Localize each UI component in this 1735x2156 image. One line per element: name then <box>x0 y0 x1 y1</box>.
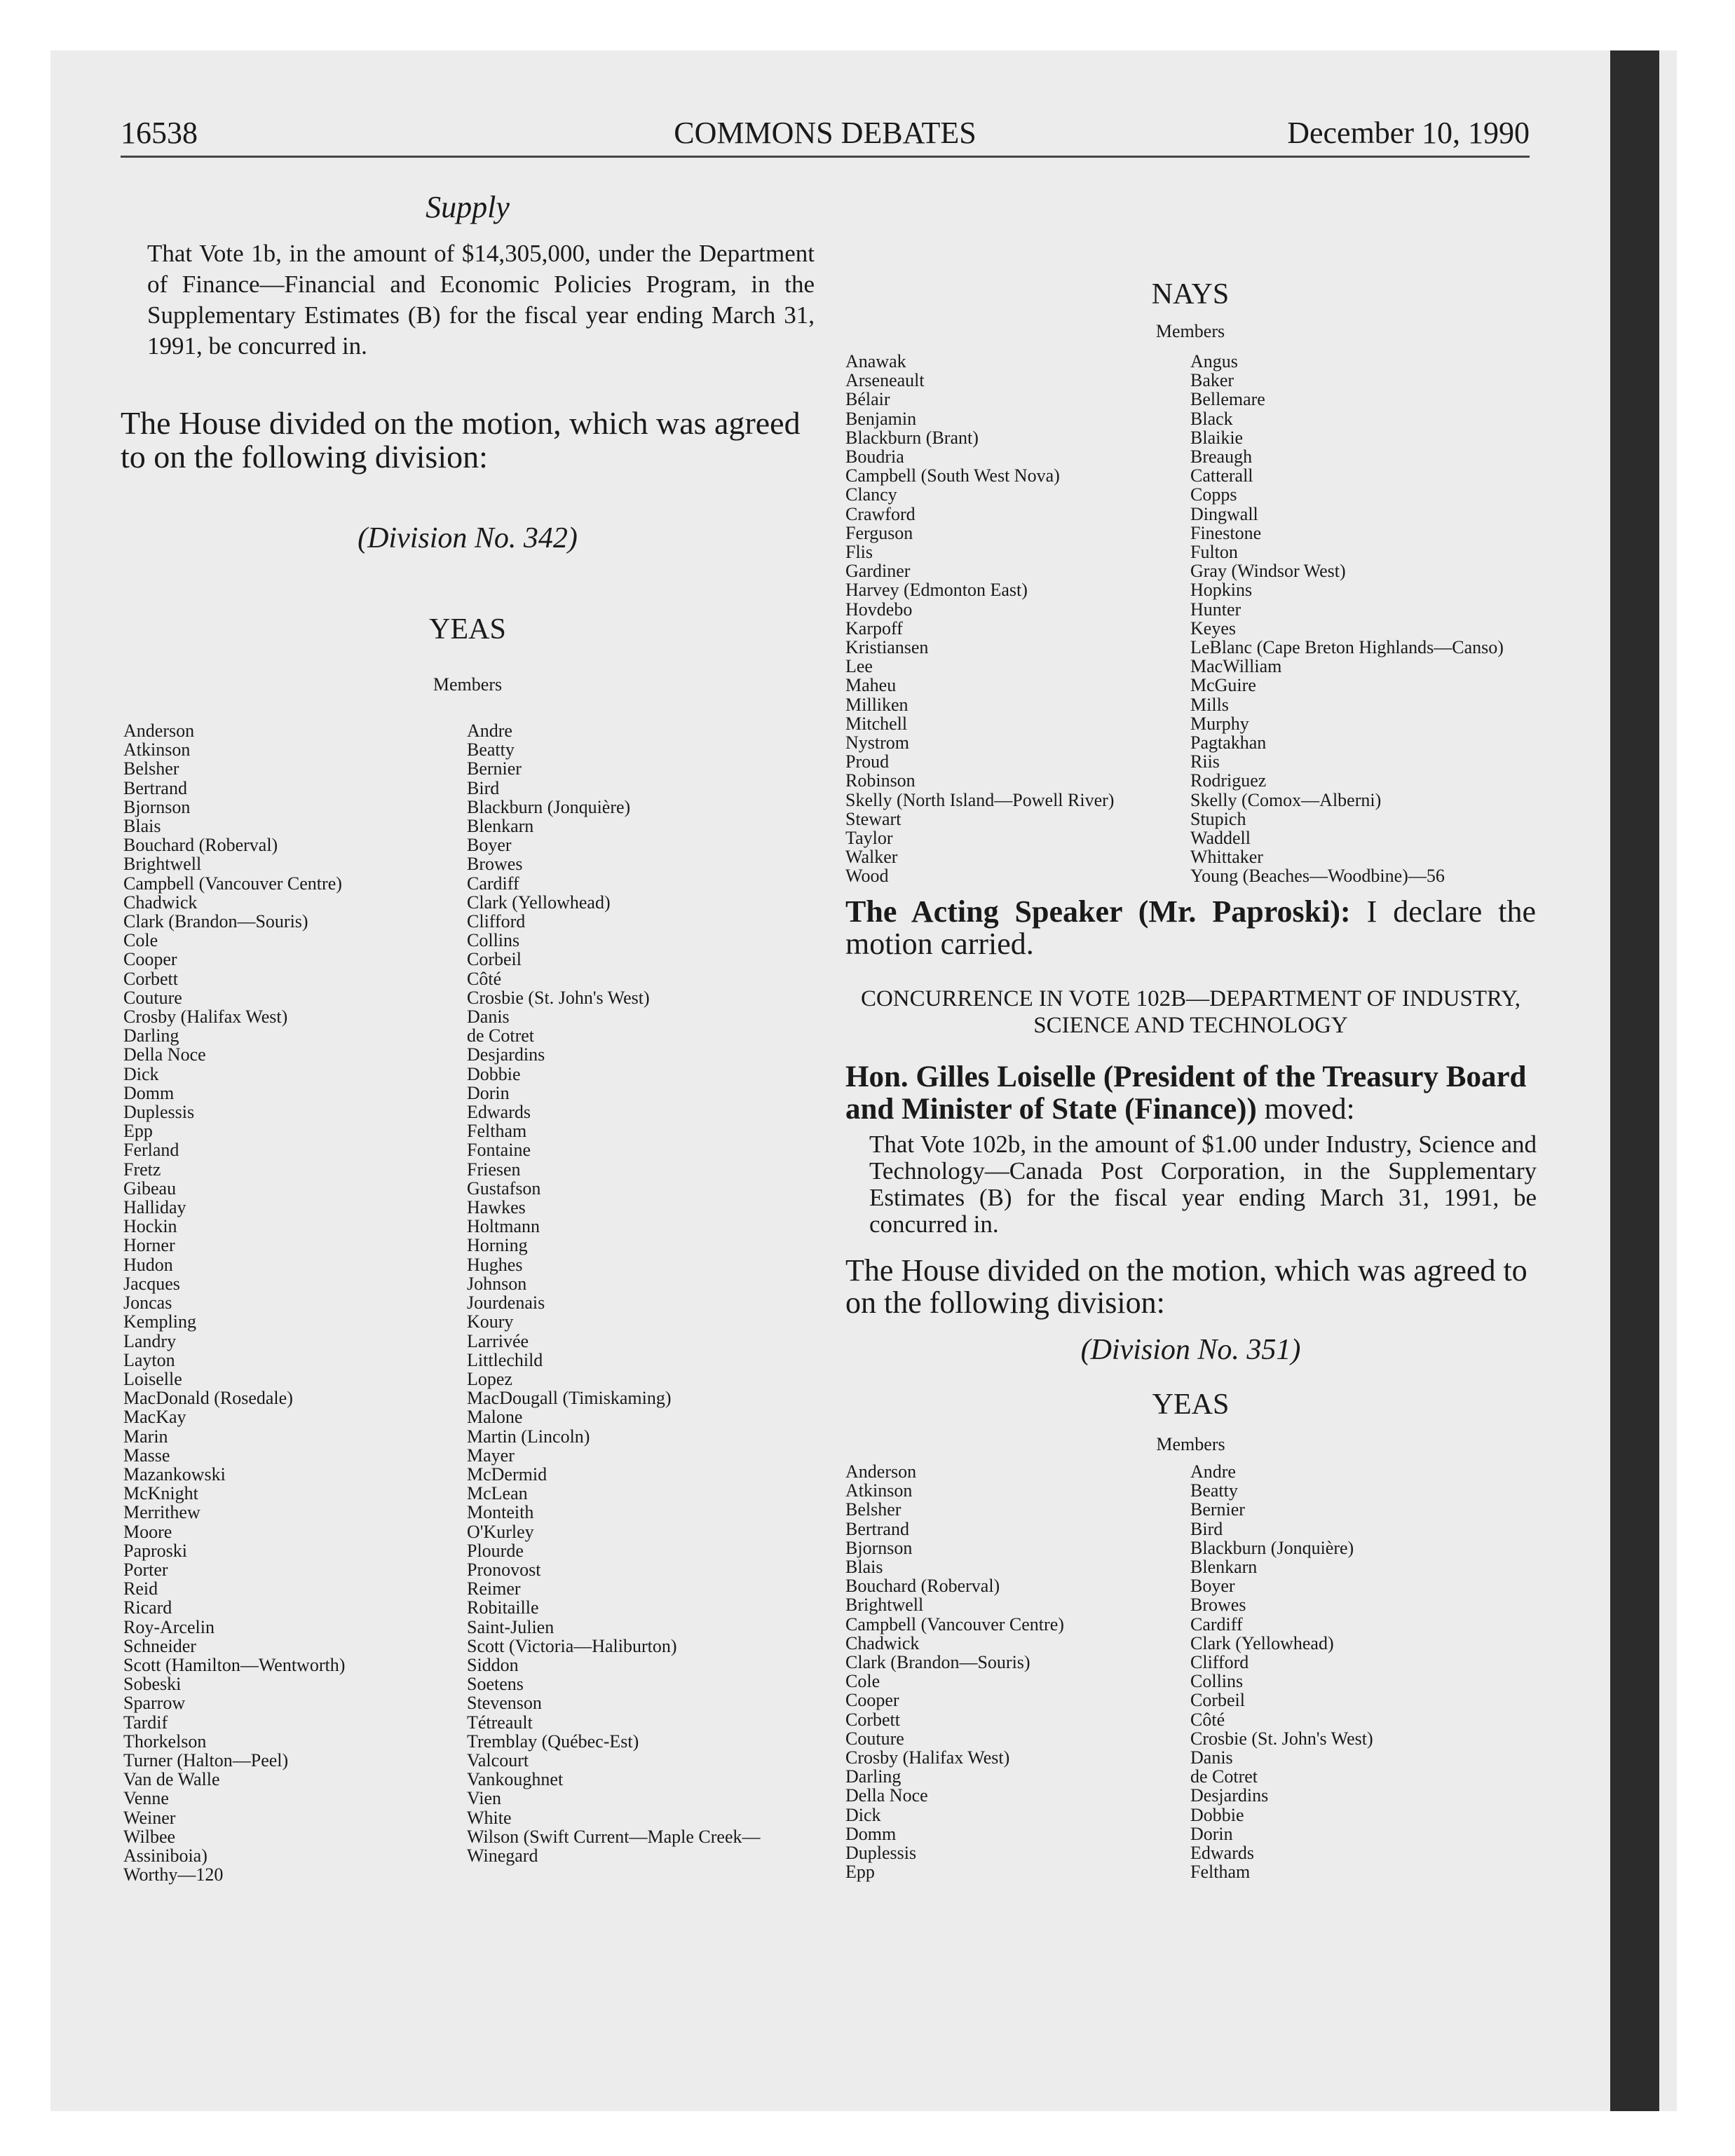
member-name: McGuire <box>1190 675 1256 696</box>
member-name: Thorkelson <box>123 1731 207 1752</box>
member-name: MacDougall (Timiskaming) <box>467 1388 672 1409</box>
member-name: Epp <box>123 1121 153 1142</box>
member-name: Fulton <box>1190 542 1238 563</box>
member-name: Epp <box>845 1862 875 1883</box>
member-name: Feltham <box>467 1121 527 1142</box>
member-name: Collins <box>467 930 520 951</box>
member-name: Venne <box>123 1788 169 1809</box>
division-statement: The House divided on the motion, which was agreed to on the following division: <box>845 1253 1528 1320</box>
member-name: Jacques <box>123 1273 180 1294</box>
member-name: Tétreault <box>467 1712 533 1733</box>
member-name: Stevenson <box>467 1693 542 1714</box>
member-name: Andre <box>1190 1461 1236 1482</box>
member-name: Horner <box>123 1235 175 1256</box>
member-name: Hockin <box>123 1216 177 1237</box>
member-name: Beatty <box>1190 1480 1238 1501</box>
member-name: Waddell <box>1190 828 1251 849</box>
member-name: Valcourt <box>467 1749 529 1770</box>
member-name: Corbett <box>845 1709 900 1730</box>
member-name: Bernier <box>467 758 522 779</box>
member-name: Gray (Windsor West) <box>1190 561 1346 582</box>
member-name: Wood <box>845 866 889 887</box>
speaker-statement <box>845 896 1536 960</box>
member-name: MacDonald (Rosedale) <box>123 1388 293 1409</box>
member-name: Andre <box>467 721 512 741</box>
concurrence-heading: CONCURRENCE IN VOTE 102B—DEPARTMENT OF INDUSTRY, SCIENCE AND TECHNOLOGY <box>860 986 1521 1038</box>
member-name: Corbeil <box>467 949 522 970</box>
member-name: Della Noce <box>123 1044 206 1065</box>
member-name: Reid <box>123 1578 158 1599</box>
member-name: Assiniboia) <box>123 1845 207 1866</box>
member-name: Copps <box>1190 484 1237 505</box>
member-name: Dick <box>123 1063 159 1084</box>
minister-action: moved: <box>1256 1093 1355 1126</box>
member-name: Worthy—120 <box>123 1864 224 1885</box>
member-name: Hudon <box>123 1254 173 1275</box>
member-name: Bouchard (Roberval) <box>123 835 278 856</box>
member-name: Dobbie <box>467 1063 521 1084</box>
member-name: Koury <box>467 1311 514 1332</box>
member-name: Joncas <box>123 1292 172 1314</box>
member-name: Campbell (Vancouver Centre) <box>123 873 342 894</box>
member-name: Crosby (Halifax West) <box>845 1747 1010 1768</box>
header-rule <box>121 156 1530 158</box>
member-name: Tremblay (Québec-Est) <box>467 1731 639 1752</box>
member-name: Chadwick <box>845 1632 920 1653</box>
member-name: Campbell (South West Nova) <box>845 465 1060 486</box>
member-name: Danis <box>467 1007 510 1028</box>
member-name: Arseneault <box>845 370 925 391</box>
member-name: Hunter <box>1190 599 1241 620</box>
member-name: Boyer <box>467 835 512 856</box>
member-name: Vien <box>467 1788 501 1809</box>
member-name: Beatty <box>467 739 515 760</box>
member-name: Chadwick <box>123 892 198 913</box>
division-label: (Division No. 342) <box>358 522 578 554</box>
member-name: Blackburn (Brant) <box>845 427 979 448</box>
member-name: Desjardins <box>1190 1785 1269 1806</box>
speaker-name: The Acting Speaker (Mr. Paproski): <box>845 894 1351 929</box>
member-name: Corbett <box>123 968 178 989</box>
member-name: Walker <box>845 847 898 868</box>
member-name: McDermid <box>467 1464 547 1485</box>
page-header <box>121 112 1530 154</box>
section-title: Supply <box>426 190 510 224</box>
yeas-list-col2 <box>1190 1462 1534 1881</box>
member-name: Bernier <box>1190 1499 1245 1520</box>
member-name: Kristiansen <box>845 637 929 658</box>
member-name: Black <box>1190 408 1233 429</box>
member-name: Clark (Yellowhead) <box>467 892 611 913</box>
nays-heading: NAYS <box>1151 278 1230 311</box>
member-name: Blais <box>845 1557 883 1578</box>
member-name: Skelly (North Island—Powell River) <box>845 789 1115 810</box>
member-name: Dorin <box>1190 1823 1233 1844</box>
member-name: Atkinson <box>845 1480 913 1501</box>
member-name: Jourdenais <box>467 1292 545 1314</box>
yeas-heading: YEAS <box>1152 1389 1230 1421</box>
member-name: Nystrom <box>845 732 909 753</box>
member-name: Scott (Victoria—Haliburton) <box>467 1635 677 1656</box>
member-name: Landry <box>123 1330 177 1351</box>
member-name: Browes <box>1190 1595 1246 1616</box>
member-name: Lee <box>845 656 873 677</box>
member-name: Blaikie <box>1190 427 1244 448</box>
member-name: Dingwall <box>1190 503 1258 524</box>
member-name: Anderson <box>845 1461 917 1482</box>
minister-motion <box>845 1061 1536 1126</box>
member-name: Bertrand <box>845 1518 909 1539</box>
member-name: Johnson <box>467 1273 527 1294</box>
member-name: Hawkes <box>467 1197 526 1218</box>
member-name: Belsher <box>123 758 179 779</box>
minister-name: Hon. Gilles Loiselle (President of the Treasury Board and Minister of State (Finance)) <box>845 1060 1527 1126</box>
publication-title: COMMONS DEBATES <box>674 116 977 150</box>
member-name: Couture <box>123 987 182 1008</box>
member-name: Vankoughnet <box>467 1769 564 1790</box>
member-name: Finestone <box>1190 522 1262 543</box>
member-name: Mitchell <box>845 713 908 734</box>
member-name: Skelly (Comox—Alberni) <box>1190 789 1382 810</box>
member-name: Cooper <box>845 1690 899 1711</box>
member-name: Edwards <box>467 1102 531 1123</box>
member-name: Blenkarn <box>467 816 534 837</box>
member-name: Darling <box>845 1766 901 1787</box>
member-name: Anawak <box>845 351 906 371</box>
member-name: Ferguson <box>845 522 913 543</box>
member-name: Bird <box>1190 1518 1223 1539</box>
member-name: Lopez <box>467 1368 512 1389</box>
member-name: Horning <box>467 1235 528 1256</box>
member-name: Angus <box>1190 351 1238 371</box>
speaker-text: I declare the motion carried. <box>845 894 1536 961</box>
member-name: Sobeski <box>123 1674 182 1695</box>
yeas-list-col1 <box>123 721 460 1884</box>
member-name: Blackburn (Jonquière) <box>1190 1537 1354 1558</box>
member-name: Feltham <box>1190 1862 1251 1883</box>
member-name: Crosbie (St. John's West) <box>1190 1728 1373 1749</box>
member-name: Mills <box>1190 694 1229 715</box>
member-name: Wilbee <box>123 1826 176 1847</box>
member-name: Layton <box>123 1349 175 1370</box>
member-name: Clancy <box>845 484 897 505</box>
member-name: Bélair <box>845 389 890 410</box>
member-name: Bjornson <box>845 1537 913 1558</box>
member-name: Whittaker <box>1190 847 1263 868</box>
member-name: Crosby (Halifax West) <box>123 1007 288 1028</box>
member-name: Blais <box>123 816 161 837</box>
member-name: Keyes <box>1190 618 1236 639</box>
member-name: Della Noce <box>845 1785 928 1806</box>
page-binding-edge <box>1610 50 1659 2111</box>
member-name: Brightwell <box>845 1595 924 1616</box>
member-name: Clark (Brandon—Souris) <box>845 1652 1030 1673</box>
member-name: Baker <box>1190 370 1234 391</box>
member-name: Scott (Hamilton—Wentworth) <box>123 1654 346 1675</box>
member-name: Cole <box>123 930 158 951</box>
member-name: Plourde <box>467 1540 524 1561</box>
member-name: Roy-Arcelin <box>123 1616 215 1637</box>
member-name: Gardiner <box>845 561 911 582</box>
member-name: Rodriguez <box>1190 770 1267 791</box>
member-name: Blackburn (Jonquière) <box>467 796 631 817</box>
member-name: Karpoff <box>845 618 903 639</box>
member-name: Van de Walle <box>123 1769 220 1790</box>
member-name: Kempling <box>123 1311 196 1332</box>
member-name: Winegard <box>467 1845 538 1866</box>
member-name: Siddon <box>467 1654 519 1675</box>
member-name: Duplessis <box>845 1843 917 1864</box>
member-name: White <box>467 1807 512 1828</box>
member-name: Bjornson <box>123 796 191 817</box>
member-name: Masse <box>123 1445 170 1466</box>
member-name: Couture <box>845 1728 904 1749</box>
member-name: Reimer <box>467 1578 521 1599</box>
member-name: Proud <box>845 751 890 772</box>
division-statement: The House divided on the motion, which was agreed to on the following division: <box>121 405 801 475</box>
member-name: Cole <box>845 1671 880 1692</box>
member-name: de Cotret <box>1190 1766 1258 1787</box>
member-name: Malone <box>467 1407 523 1428</box>
member-name: Porter <box>123 1559 168 1580</box>
member-name: Corbeil <box>1190 1690 1245 1711</box>
member-name: Bird <box>467 777 500 798</box>
member-name: Blenkarn <box>1190 1557 1258 1578</box>
member-name: Merrithew <box>123 1502 200 1523</box>
member-name: Atkinson <box>123 739 191 760</box>
member-name: Holtmann <box>467 1216 540 1237</box>
member-name: Paproski <box>123 1540 187 1561</box>
member-name: Saint-Julien <box>467 1616 554 1637</box>
member-name: Robinson <box>845 770 916 791</box>
member-name: Larrivée <box>467 1330 529 1351</box>
member-name: Crawford <box>845 503 916 524</box>
member-name: McLean <box>467 1483 528 1504</box>
member-name: MacKay <box>123 1407 186 1428</box>
members-label: Members <box>433 674 503 695</box>
member-name: Friesen <box>467 1159 521 1180</box>
member-name: Boyer <box>1190 1576 1235 1597</box>
member-name: Clark (Yellowhead) <box>1190 1632 1334 1653</box>
member-name: Wilson (Swift Current—Maple Creek— <box>467 1826 761 1847</box>
member-name: Clifford <box>467 911 526 932</box>
member-name: Ricard <box>123 1597 172 1618</box>
member-name: Catterall <box>1190 465 1253 486</box>
member-name: Côté <box>1190 1709 1225 1730</box>
member-name: Domm <box>845 1823 897 1844</box>
member-name: Danis <box>1190 1747 1233 1768</box>
member-name: Loiselle <box>123 1368 182 1389</box>
member-name: Domm <box>123 1082 175 1103</box>
member-name: MacWilliam <box>1190 656 1282 677</box>
yeas-list-col1 <box>845 1462 1182 1881</box>
member-name: Young (Beaches—Woodbine)—56 <box>1190 866 1445 887</box>
member-name: Crosbie (St. John's West) <box>467 987 650 1008</box>
members-label: Members <box>1156 1434 1225 1454</box>
member-name: Turner (Halton—Peel) <box>123 1749 289 1770</box>
member-name: Soetens <box>467 1674 524 1695</box>
member-name: de Cotret <box>467 1025 535 1046</box>
member-name: Riis <box>1190 751 1220 772</box>
yeas-heading: YEAS <box>429 613 506 646</box>
member-name: Murphy <box>1190 713 1249 734</box>
member-name: Ferland <box>123 1140 179 1161</box>
member-name: Fretz <box>123 1159 161 1180</box>
member-name: Monteith <box>467 1502 534 1523</box>
member-name: Bertrand <box>123 777 187 798</box>
member-name: Sparrow <box>123 1693 186 1714</box>
member-name: Collins <box>1190 1671 1244 1692</box>
nays-list-col2 <box>1190 352 1534 886</box>
yeas-list-col2 <box>467 721 803 1865</box>
member-name: Duplessis <box>123 1102 195 1123</box>
member-name: Darling <box>123 1025 179 1046</box>
member-name: Cardiff <box>1190 1613 1243 1635</box>
member-name: Dick <box>845 1804 881 1825</box>
member-name: Stewart <box>845 808 901 829</box>
member-name: Tardif <box>123 1712 168 1733</box>
member-name: Boudria <box>845 446 904 468</box>
motion-text: That Vote 1b, in the amount of $14,305,000, under the Department of Finance—Financial and Economic Policies Program, in the Supplementary Estimates (B) for the fiscal year ending March 31, 1991, be concurred in. <box>147 240 815 360</box>
member-name: Fontaine <box>467 1140 531 1161</box>
member-name: Cardiff <box>467 873 519 894</box>
member-name: Bouchard (Roberval) <box>845 1576 1000 1597</box>
member-name: Marin <box>123 1426 168 1447</box>
member-name: Côté <box>467 968 502 989</box>
member-name: Bellemare <box>1190 389 1265 410</box>
member-name: Harvey (Edmonton East) <box>845 580 1028 601</box>
member-name: Browes <box>467 854 523 875</box>
member-name: Breaugh <box>1190 446 1253 468</box>
members-label: Members <box>1155 321 1225 341</box>
member-name: Robitaille <box>467 1597 539 1618</box>
member-name: Gustafson <box>467 1178 541 1199</box>
member-name: Hovdebo <box>845 599 913 620</box>
member-name: Cooper <box>123 949 177 970</box>
page-number: 16538 <box>121 116 198 150</box>
member-name: Maheu <box>845 675 897 696</box>
member-name: Martin (Lincoln) <box>467 1426 590 1447</box>
member-name: Weiner <box>123 1807 176 1828</box>
member-name: Desjardins <box>467 1044 545 1065</box>
member-name: Milliken <box>845 694 909 715</box>
member-name: McKnight <box>123 1483 198 1504</box>
member-name: Hopkins <box>1190 580 1253 601</box>
member-name: Mayer <box>467 1445 515 1466</box>
member-name: Schneider <box>123 1635 196 1656</box>
member-name: Moore <box>123 1521 172 1542</box>
member-name: Taylor <box>845 828 893 849</box>
member-name: Clark (Brandon—Souris) <box>123 911 308 932</box>
division-label: (Division No. 351) <box>1080 1334 1301 1366</box>
member-name: Flis <box>845 542 873 563</box>
member-name: Dorin <box>467 1082 510 1103</box>
motion-text: That Vote 102b, in the amount of $1.00 under Industry, Science and Technology—Canada Post Corporation, in the Supplementary Estimates (B) for the fiscal year ending March 31, 1991, be concurred in. <box>869 1131 1537 1238</box>
member-name: Pagtakhan <box>1190 732 1267 753</box>
member-name: Edwards <box>1190 1843 1254 1864</box>
member-name: Gibeau <box>123 1178 177 1199</box>
member-name: Benjamin <box>845 408 917 429</box>
member-name: Belsher <box>845 1499 901 1520</box>
member-name: Pronovost <box>467 1559 541 1580</box>
member-name: O'Kurley <box>467 1521 534 1542</box>
member-name: Dobbie <box>1190 1804 1244 1825</box>
member-name: Littlechild <box>467 1349 543 1370</box>
member-name: Halliday <box>123 1197 186 1218</box>
member-name: Anderson <box>123 721 195 741</box>
member-name: Clifford <box>1190 1652 1249 1673</box>
member-name: Stupich <box>1190 808 1246 829</box>
member-name: Brightwell <box>123 854 202 875</box>
publication-date: December 10, 1990 <box>1287 116 1530 150</box>
member-name: Mazankowski <box>123 1464 226 1485</box>
member-name: Campbell (Vancouver Centre) <box>845 1613 1064 1635</box>
nays-list-col1 <box>845 352 1182 886</box>
member-name: LeBlanc (Cape Breton Highlands—Canso) <box>1190 637 1504 658</box>
member-name: Hughes <box>467 1254 523 1275</box>
